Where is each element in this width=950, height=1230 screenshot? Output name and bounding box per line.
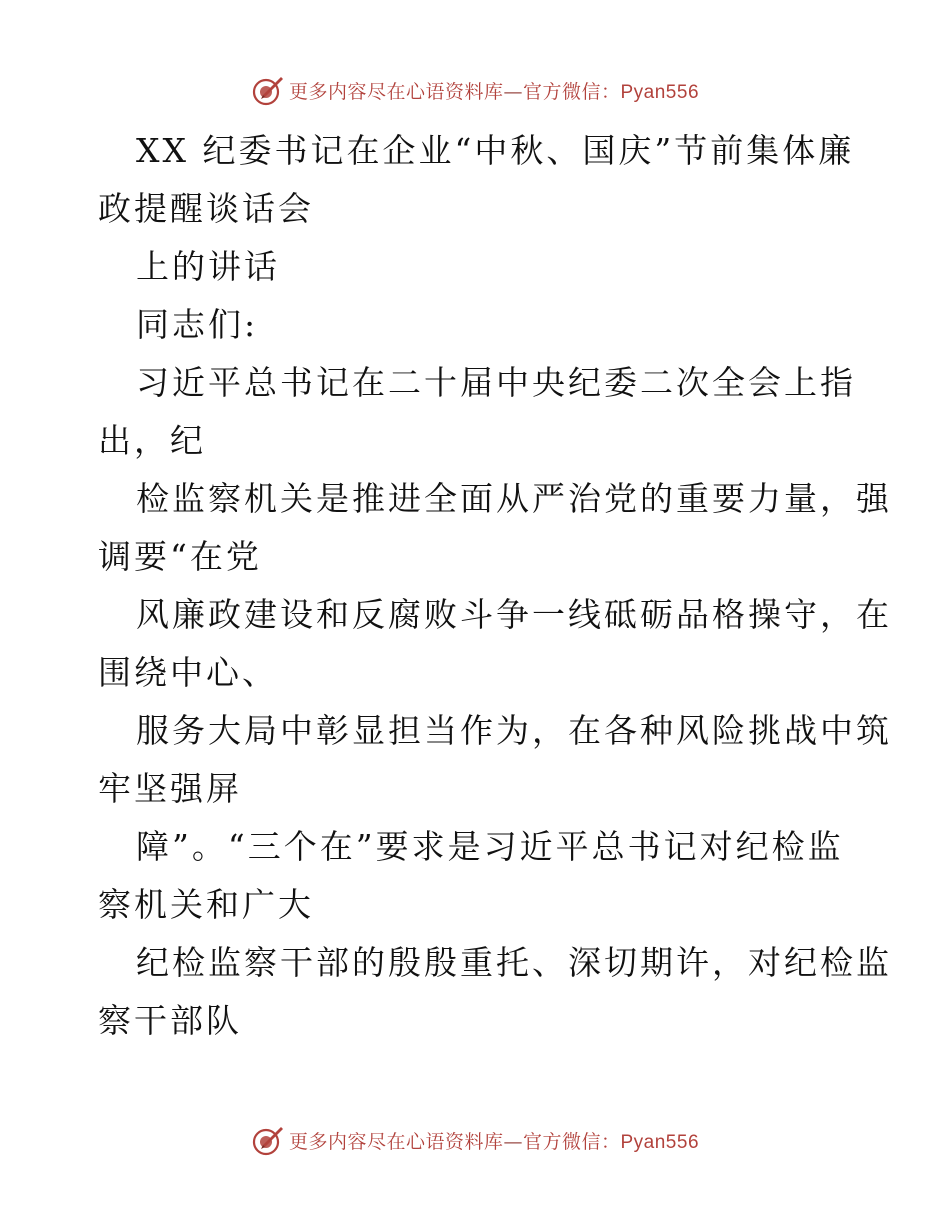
document-line: 察干部队 [98, 1001, 242, 1040]
document-line: 调要“在党 [98, 537, 262, 576]
document-line: 政提醒谈话会 [98, 189, 314, 228]
quill-pen-seal-icon [251, 1123, 285, 1157]
document-line: 同志们: [136, 305, 259, 344]
document-line: 察机关和广大 [98, 885, 314, 924]
document-line: 出，纪 [98, 421, 206, 460]
document-line: 服务大局中彰显担当作为，在各种风险挑战中筑 [136, 711, 892, 750]
footer-banner [0, 1120, 950, 1160]
quill-pen-seal-icon [251, 73, 285, 107]
document-line: XX 纪委书记在企业“中秋、国庆”节前集体廉 [136, 131, 855, 170]
banner-account: Pyan556 [620, 81, 700, 103]
document-line: 检监察机关是推进全面从严治党的重要力量，强 [136, 479, 892, 518]
banner-account: Pyan556 [620, 1131, 700, 1153]
document-line: 上的讲话 [136, 247, 280, 286]
document-body [98, 122, 892, 1050]
banner-official-label: 官方微信： [522, 1130, 621, 1153]
document-line: 障”。“三个在”要求是习近平总书记对纪检监 [136, 827, 844, 866]
banner-text [289, 77, 699, 104]
document-line: 习近平总书记在二十届中央纪委二次全会上指 [136, 363, 856, 402]
banner-official-label: 官方微信： [522, 80, 621, 103]
banner-text [289, 1127, 699, 1154]
document-line: 围绕中心、 [98, 653, 278, 692]
banner-separator: — [503, 80, 523, 103]
document-line: 牢坚强屏 [98, 769, 242, 808]
banner-separator: — [503, 1130, 523, 1153]
banner-main-text: 更多内容尽在心语资料库 [288, 80, 504, 103]
banner-main-text: 更多内容尽在心语资料库 [288, 1130, 504, 1153]
header-banner [0, 70, 950, 110]
document-line: 纪检监察干部的殷殷重托、深切期许，对纪检监 [136, 943, 892, 982]
document-line: 风廉政建设和反腐败斗争一线砥砺品格操守，在 [136, 595, 892, 634]
